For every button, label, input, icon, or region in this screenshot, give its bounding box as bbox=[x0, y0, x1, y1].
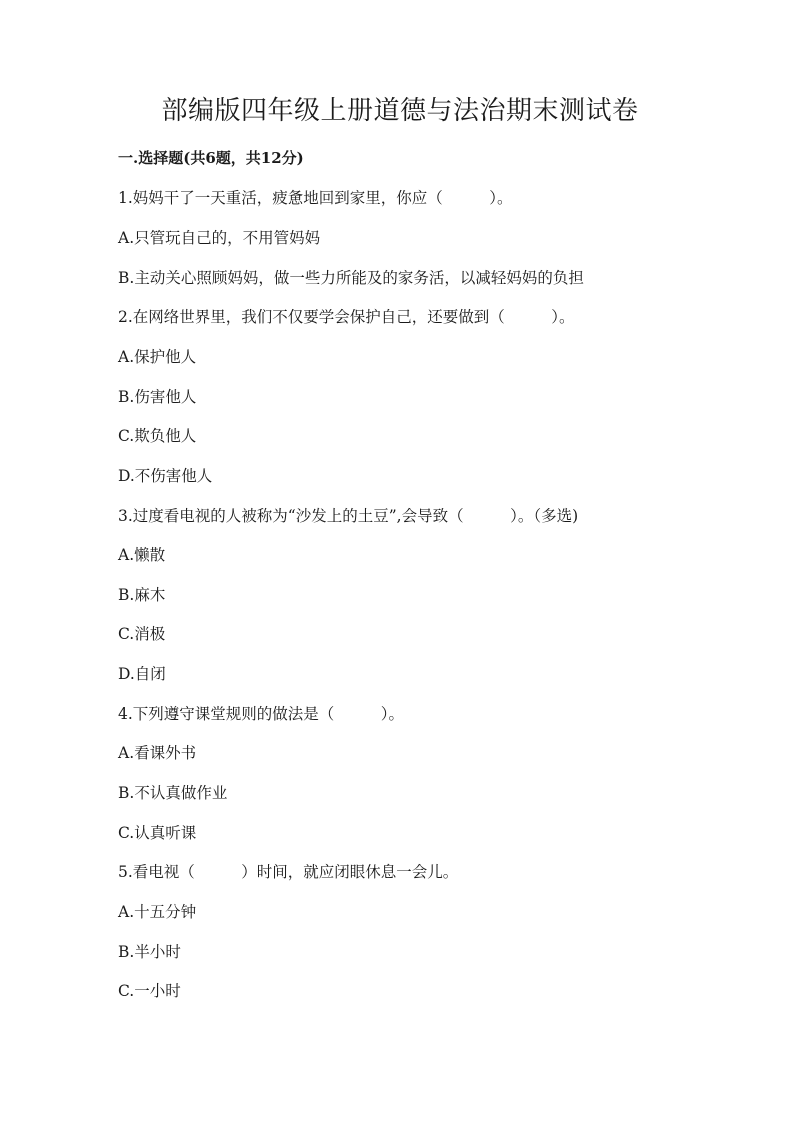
question-3-option-d: D.自闭 bbox=[118, 665, 166, 683]
question-1-option-b: B.主动关心照顾妈妈，做一些力所能及的家务活，以减轻妈妈的负担 bbox=[118, 269, 584, 287]
question-3: 3.过度看电视的人被称为“沙发上的土豆”,会导致（ ）。（多选) bbox=[118, 507, 579, 525]
question-5-option-c: C.一小时 bbox=[118, 982, 181, 1000]
question-3-option-b: B.麻木 bbox=[118, 586, 166, 604]
section-heading: 一.选择题(共6题，共12分) bbox=[118, 149, 304, 167]
question-4-option-c: C.认真听课 bbox=[118, 824, 197, 842]
page-title: 部编版四年级上册道德与法治期末测试卷 bbox=[161, 96, 639, 126]
question-2-option-d: D.不伤害他人 bbox=[118, 467, 213, 485]
question-3-option-a: A.懒散 bbox=[118, 546, 166, 564]
question-3-option-c: C.消极 bbox=[118, 625, 166, 643]
question-4-option-a: A.看课外书 bbox=[118, 744, 197, 762]
question-4-option-b: B.不认真做作业 bbox=[118, 784, 228, 802]
question-1: 1.妈妈干了一天重活，疲惫地回到家里，你应（ ）。 bbox=[118, 189, 513, 207]
question-5-option-b: B.半小时 bbox=[118, 943, 181, 961]
question-2-option-a: A.保护他人 bbox=[118, 348, 197, 366]
question-2: 2.在网络世界里，我们不仅要学会保护自己，还要做到（ ）。 bbox=[118, 308, 575, 326]
question-2-option-c: C.欺负他人 bbox=[118, 427, 197, 445]
question-2-option-b: B.伤害他人 bbox=[118, 388, 197, 406]
question-1-option-a: A.只管玩自己的，不用管妈妈 bbox=[118, 229, 321, 247]
question-4: 4.下列遵守课堂规则的做法是（ ）。 bbox=[118, 705, 405, 723]
question-5: 5.看电视（ ）时间，就应闭眼休息一会儿。 bbox=[118, 863, 459, 881]
question-5-option-a: A.十五分钟 bbox=[118, 903, 197, 921]
